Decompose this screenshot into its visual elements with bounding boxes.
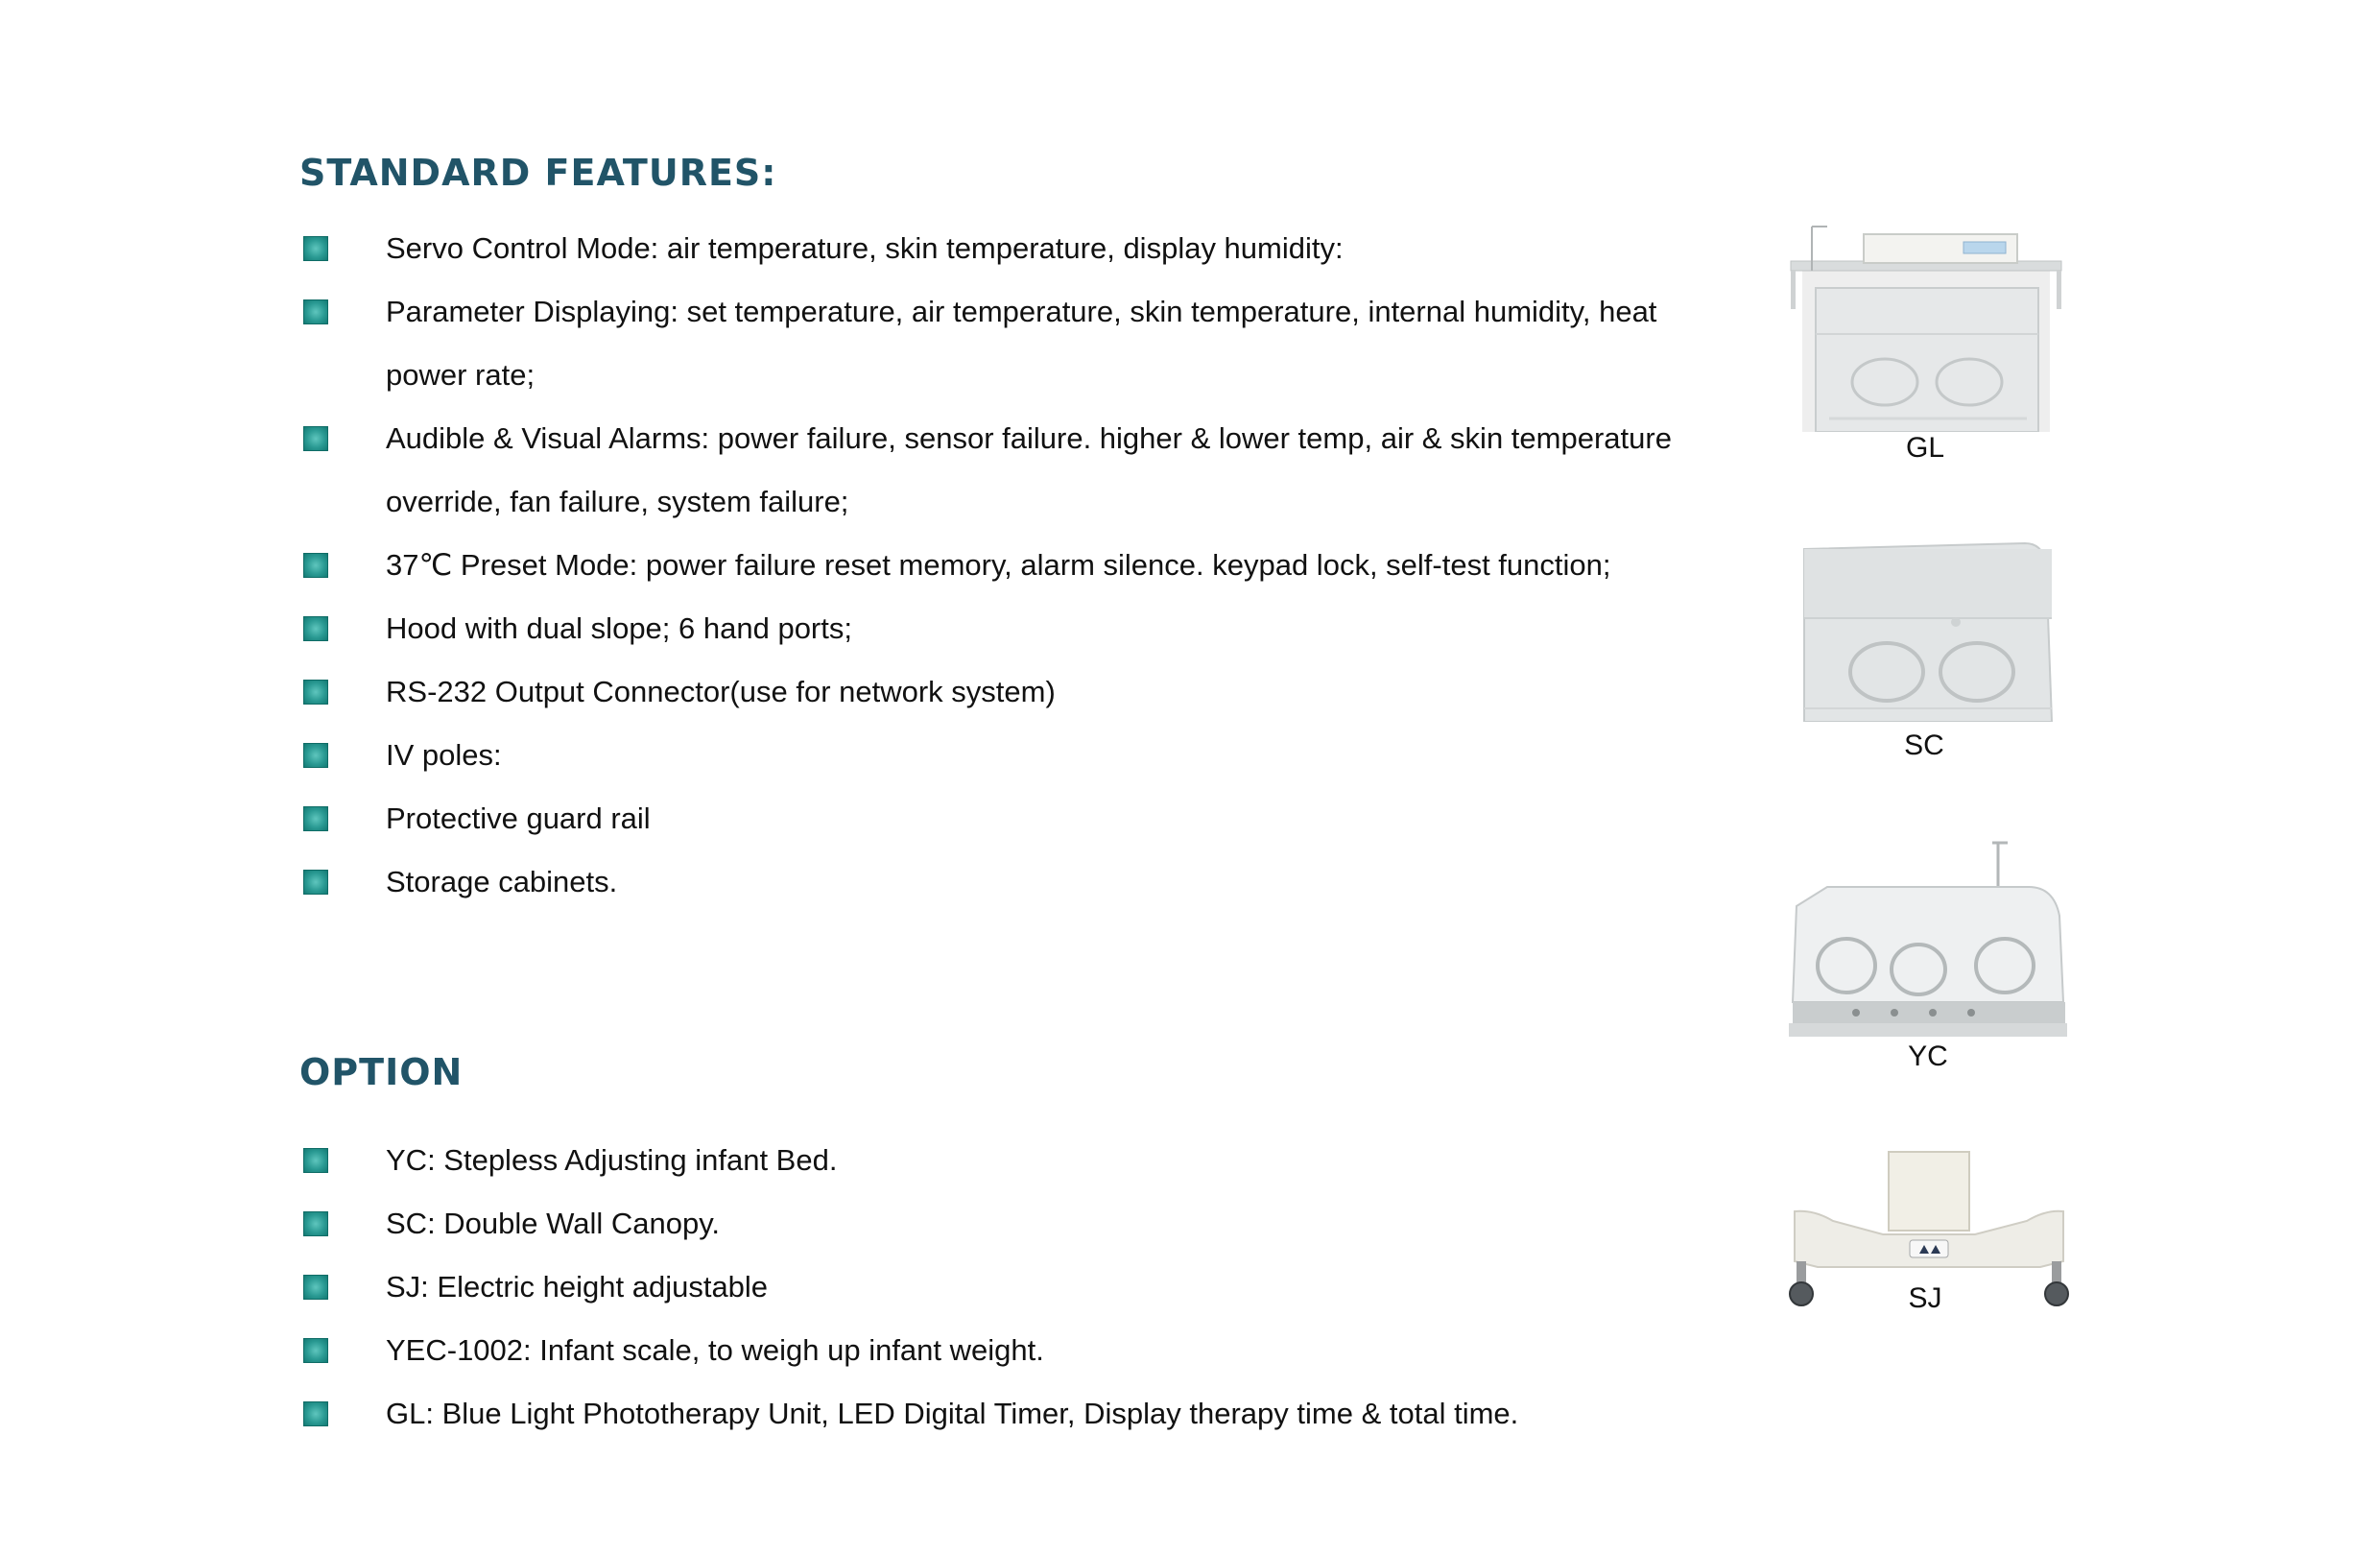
- feature-text: Storage cabinets.: [386, 865, 618, 898]
- feature-text: Servo Control Mode: air temperature, skin temperature, display humidity:: [386, 231, 1344, 265]
- sc-caption: SC: [1904, 730, 1944, 761]
- square-bullet-icon: [303, 426, 328, 451]
- feature-text: RS-232 Output Connector(use for network system): [386, 675, 1056, 708]
- feature-text: 37℃ Preset Mode: power failure reset memory, alarm silence. keypad lock, self-test function;: [386, 548, 1611, 582]
- option-item: [299, 1382, 1739, 1446]
- square-bullet-icon: [303, 870, 328, 895]
- square-bullet-icon: [303, 743, 328, 768]
- feature-item: [299, 787, 1739, 850]
- yc-infant-bed-image: [1789, 839, 2067, 1037]
- yc-caption: YC: [1908, 1041, 1948, 1072]
- option-item: [299, 1319, 1739, 1382]
- square-bullet-icon: [303, 1338, 328, 1363]
- feature-text: Parameter Displaying: set temperature, air temperature, skin temperature, internal humidity, heat power rate;: [386, 295, 1657, 392]
- feature-item: [299, 217, 1739, 280]
- gl-caption: GL: [1905, 432, 1945, 464]
- standard-features-list: [299, 217, 1739, 914]
- sj-height-base-figure: [1775, 1148, 2082, 1340]
- standard-features-heading: STANDARD FEATURES:: [299, 152, 777, 194]
- square-bullet-icon: [303, 806, 328, 831]
- option-list: [299, 1129, 1739, 1446]
- feature-item: [299, 534, 1739, 597]
- option-text: YEC-1002: Infant scale, to weigh up infant weight.: [386, 1333, 1044, 1367]
- option-heading: OPTION: [299, 1051, 464, 1093]
- gl-phototherapy-image: [1781, 221, 2069, 432]
- sc-canopy-image: [1795, 538, 2054, 722]
- option-item: [299, 1256, 1739, 1319]
- option-text: YC: Stepless Adjusting infant Bed.: [386, 1143, 838, 1177]
- feature-item: [299, 660, 1739, 724]
- square-bullet-icon: [303, 1148, 328, 1173]
- square-bullet-icon: [303, 680, 328, 705]
- option-item: [299, 1192, 1739, 1256]
- square-bullet-icon: [303, 1401, 328, 1426]
- option-item: [299, 1129, 1739, 1192]
- feature-item: [299, 407, 1739, 534]
- square-bullet-icon: [303, 236, 328, 261]
- gl-phototherapy-figure: [1781, 221, 2069, 470]
- option-text: SC: Double Wall Canopy.: [386, 1207, 721, 1240]
- feature-item: [299, 597, 1739, 660]
- feature-text: IV poles:: [386, 738, 502, 772]
- sc-canopy-figure: [1795, 538, 2054, 768]
- option-text: SJ: Electric height adjustable: [386, 1270, 769, 1304]
- yc-infant-bed-figure: [1789, 839, 2067, 1098]
- feature-text: Audible & Visual Alarms: power failure, sensor failure. higher & lower temp, air & skin temperature override, fan failure, system failure;: [386, 421, 1672, 518]
- square-bullet-icon: [303, 1211, 328, 1236]
- feature-item: [299, 850, 1739, 914]
- square-bullet-icon: [303, 1275, 328, 1300]
- sj-caption: SJ: [1908, 1282, 1942, 1314]
- option-text: GL: Blue Light Phototherapy Unit, LED Digital Timer, Display therapy time & total time.: [386, 1397, 1519, 1430]
- square-bullet-icon: [303, 299, 328, 324]
- feature-text: Hood with dual slope; 6 hand ports;: [386, 611, 852, 645]
- feature-item: [299, 724, 1739, 787]
- feature-item: [299, 280, 1739, 407]
- square-bullet-icon: [303, 616, 328, 641]
- feature-text: Protective guard rail: [386, 801, 651, 835]
- square-bullet-icon: [303, 553, 328, 578]
